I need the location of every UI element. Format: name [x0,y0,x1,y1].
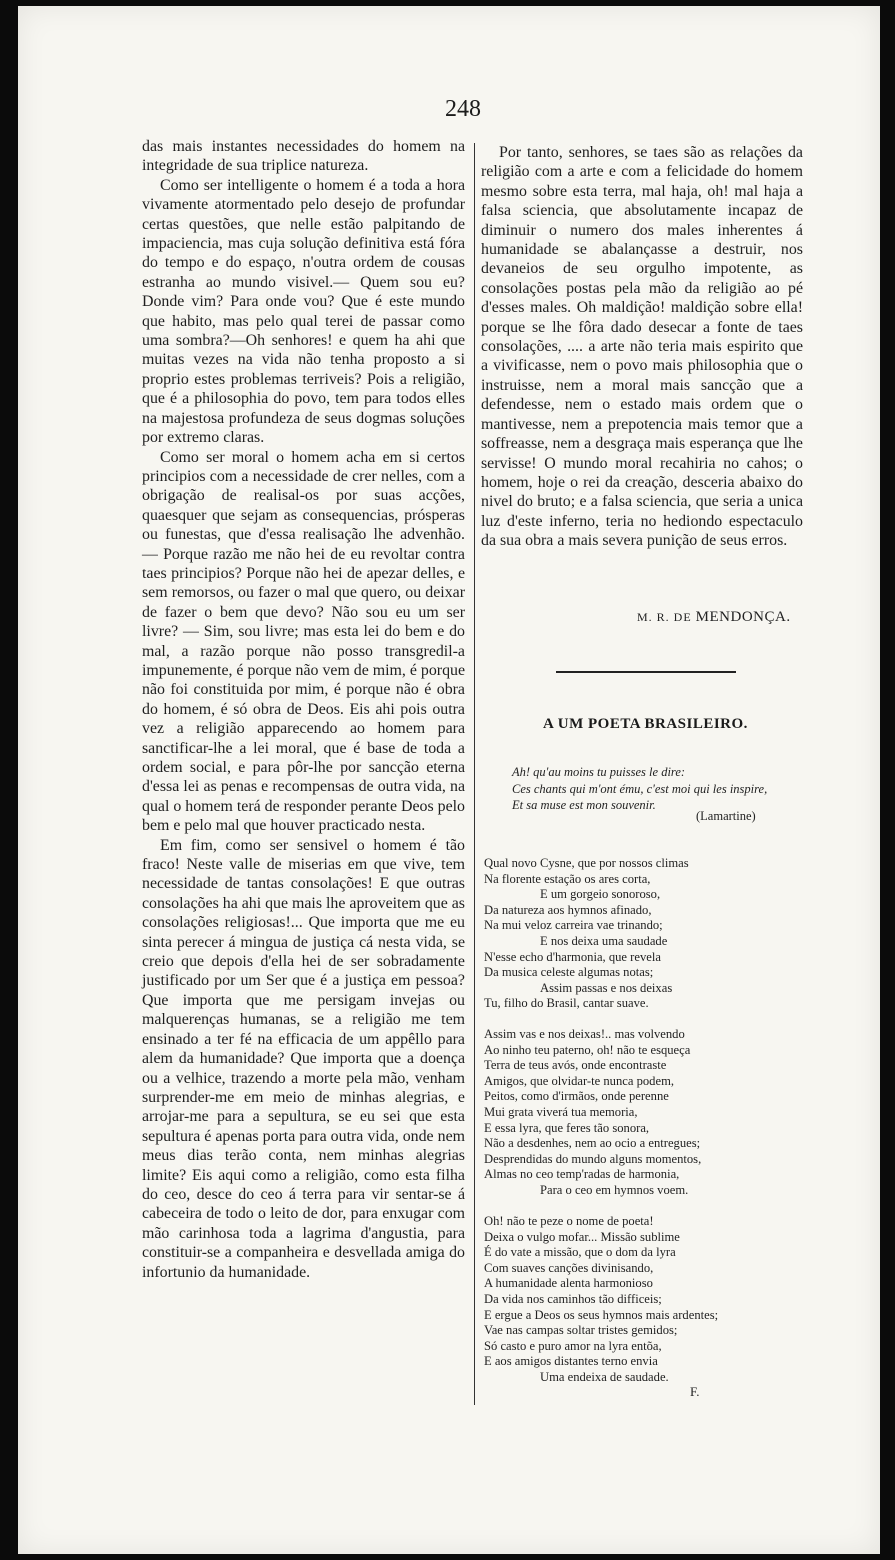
paragraph: Como ser intelligente o homem é a toda a hora vivamente atormentado pelo desejo de profundar certas questões, que nelle estão palpitando de impaciencia, mas cuja solução definitiva está fóra do tempo e do espaço, n'outra ordem de cousas estranha ao mundo visivel.— Quem sou eu? Donde vim? Para onde vou? Que é este mundo que habito, mas pelo qual terei de passar como uma sombra?—Oh senhores! e quem ha ahi que muitas vezes na vida não tenha proposto a si proprio estes problemas terriveis? Pois a religião, que é a philosophia do povo, tem para todos elles na majestosa profundeza de seus dogmas soluções por extremo claras. [142,176,465,447]
paragraph: Como ser moral o homem acha em si certos principios com a necessidade de crer nelles, com a obrigação de realisal-os por suas acções, quaesquer que sejam as consequencias, prósperas ou funestas, que d'essa realisação lhe advenhão. — Porque razão me não hei de eu revoltar contra taes principios? Porque não hei de apezar delles, e sem remorsos, ou fazer o mal que quero, ou deixar de fazer o bem que devo? Não sou eu um ser livre? — Sim, sou livre; mas esta lei do bem e do mal, a razão porque não posso transgredil-a impunemente, é porque não vem de mim, é porque não foi constituida por mim, é porque não é obra do homem, é só obra de Deos. Eis ahi pois outra vez a religião apparecendo ao homem para sanctificar-lhe a lei moral, que é base de toda a ordem social, e para pôr-lhe por sancção eterna d'essa lei as penas e recompensas de outra vida, na qual o homem terá de responder perante Deos pelo bem e pelo mal que houver practicado nesta. [142,448,466,835]
poem-line: Terra de teus avós, onde encontraste [484,1058,667,1073]
poem-line: N'esse echo d'harmonia, que revela [484,949,661,964]
poem-line: E aos amigos distantes terno envia [484,1354,658,1369]
paragraph: das mais instantes necessidades do homem na integridade de sua triplice natureza. [142,138,465,175]
poem-line: Deixa o vulgo mofar... Missão sublime [484,1229,680,1244]
poem-line: Na mui veloz carreira vae trinando; [484,918,663,933]
poem-line: Assim passas e nos deixas [540,980,673,995]
poem-line: Com suaves canções divinisando, [484,1260,654,1275]
poem-line: Oh! não te peze o nome de poeta! [484,1214,654,1228]
poem-line: Desprendidas do mundo alguns momentos, [484,1151,702,1166]
signature [637,609,791,626]
right-column [481,143,803,551]
poem-author-initial: F. [690,1384,700,1399]
poem-line: E ergue a Deos os seus hymnos mais ardentes; [484,1307,719,1322]
poem-line: E nos deixa uma saudade [540,933,668,948]
poem-line: Da vida nos caminhos tão difficeis; [484,1291,662,1306]
poem-line: Almas no ceo temp'radas de harmonia, [484,1167,680,1182]
poem-line: Na florente estação os ares corta, [484,871,651,886]
poem-line: Da musica celeste algumas notas; [484,965,654,980]
epigraph-line: Ces chants qui m'ont ému, c'est moi qui les inspire, [512,781,768,796]
page-number: 248 [445,96,481,122]
poem-line: A humanidade alenta harmonioso [484,1276,653,1291]
poem-line: Peitos, como d'irmãos, onde perenne [484,1089,669,1104]
epigraph-line: Ah! qu'au moins tu puisses le dire: [512,765,686,779]
signature-name: MENDONÇA. [695,609,791,625]
poem-line: Uma endeixa de saudade. [540,1369,669,1384]
paragraph: Por tanto, senhores, se taes são as relações da religião com a arte e com a felicidade do homem mesmo sobre esta terra, mal haja, oh! mal haja a falsa sciencia, que absolutamente incapaz de diminuir o numero dos males inherentes á humanidade se abalançasse a destruir, nos devaneios de seu orgulho impotente, as consolações postas pela mão da religião ao pé d'esses males. Oh maldição! maldição sobre ella! porque se lhe fôra dado desecar a fonte de taes consolações, .... a arte não teria mais espirito que a vivificasse, nem o povo mais philosophia que o instruisse, nem a moral mais sancção que a defendesse, nem o estado mais ordem que o mantivesse, nem a prepotencia mais temor que a soffreasse, nem a desgraça mais esperança que lhe servisse! O mundo moral recahiria no cahos; o homem, hoje o rei da creação, desceria abaixo do nivel do bruto; e a falsa sciencia, que seria a unica luz d'este inferno, teria no hediondo espectaculo da sua obra a mais severa punição de seus erros. [481,144,803,550]
poem-line: Mui grata viverá tua memoria, [484,1104,638,1119]
poem-stanza [484,856,689,1012]
poem-title: A UM POETA BRASILEIRO. [543,716,748,732]
section-rule [556,671,736,673]
poem-line: Só casto e puro amor na lyra entõa, [484,1338,662,1353]
epigraph-line: Et sa muse est mon souvenir. [512,798,656,812]
poem-line: É do vate a missão, que o dom da lyra [484,1245,676,1260]
column-divider [474,143,475,1405]
left-column [142,137,465,1282]
poem-line: Tu, filho do Brasil, cantar suave. [484,996,649,1011]
poem-line: Vae nas campas soltar tristes gemidos; [484,1323,678,1338]
poem-stanza [484,1027,701,1199]
poem-line: Assim vas e nos deixas!.. mas volvendo [484,1027,685,1041]
poem-line: Não a desdenhes, nem ao ocio a entregues; [484,1136,701,1151]
signature-initials: M. R. DE [637,610,692,624]
poem-line: Ao ninho teu paterno, oh! não te esqueça [484,1042,691,1057]
epigraph-author: (Lamartine) [696,809,756,823]
poem-line: Para o ceo em hymnos voem. [540,1182,689,1197]
poem-line: E um gorgeio sonoroso, [540,887,661,902]
poem-line: Da natureza aos hymnos afinado, [484,902,652,917]
poem-stanza [484,1214,718,1386]
poem-line: Qual novo Cysne, que por nossos climas [484,856,689,870]
epigraph [512,764,767,814]
paragraph: Em fim, como ser sensivel o homem é tão fraco! Neste valle de miserias em que vive, tem necessidade de tantas consolações! E que outras consolações ha ahi que mais lhe aproveitem que as consolações religiosas!... Que importa que me eu sinta perecer á mingua de justiça cá nesta vida, se creio que depois d'ella hei de ser sobradamente justificado por um Ser que é a justiça em pessoa? Que importa que me persigam invejas ou malquerenças humanas, se a religião me tem ensinado a ter fé na efficacia de um appêllo para alem da humanidade? Que importa que a doença ou a velhice, trazendo a morte pela mão, venham surprender-me em meio de minhas alegrias, e arrojar-me para a sepultura, se eu sei que esta sepultura é apenas porta para outra vida, onde nem meus dias terão conta, nem minhas alegrias limite? Eis aqui como a religião, como esta filha do ceo, desce do ceo á terra para vir sentar-se á cabeceira de todo o leito de dor, para enxugar com mão carinhosa toda a lagrima d'angustia, para constituir-se a companheira e desvellada amiga do infortunio da humanidade. [142,836,465,1281]
poem-line: Amigos, que olvidar-te nunca podem, [484,1073,675,1088]
poem-line: E essa lyra, que feres tão sonora, [484,1120,650,1135]
